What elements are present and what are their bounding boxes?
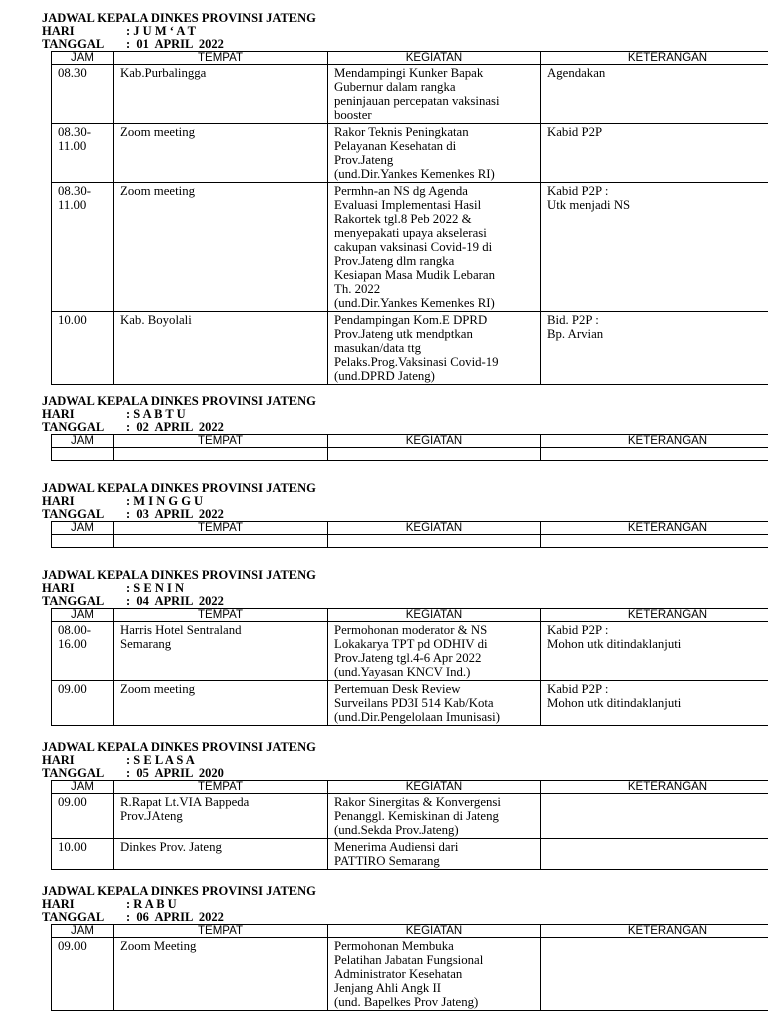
table-body bbox=[52, 535, 768, 548]
column-header-tempat: TEMPAT bbox=[114, 522, 328, 535]
cell-line: 10.00 bbox=[58, 313, 87, 327]
cell-line: 09.00 bbox=[58, 795, 87, 809]
cell-line: (und.DPRD Jateng) bbox=[334, 369, 435, 383]
cell-line: Prov.Jateng tgl.4-6 Apr 2022 bbox=[334, 651, 482, 665]
table-row bbox=[52, 794, 768, 839]
date-value: : 04 APRIL 2022 bbox=[126, 594, 224, 608]
column-header-jam: JAM bbox=[52, 522, 114, 535]
cell-line: 08.00- bbox=[58, 623, 92, 637]
table-body bbox=[52, 65, 768, 385]
table-header-row bbox=[52, 435, 768, 448]
cell-tempat bbox=[114, 124, 328, 183]
date-label: TANGGAL bbox=[42, 594, 105, 608]
table-row bbox=[52, 938, 768, 1011]
cell-line: Th. 2022 bbox=[334, 282, 381, 296]
date-line bbox=[42, 421, 742, 434]
date-value: : 01 APRIL 2022 bbox=[126, 37, 224, 51]
cell-jam bbox=[52, 448, 114, 461]
cell-line: Prov.JAteng bbox=[120, 809, 183, 823]
cell-line: cakupan vaksinasi Covid-19 di bbox=[334, 240, 493, 254]
cell-tempat bbox=[114, 839, 328, 870]
cell-line: Permohonan Membuka bbox=[334, 939, 454, 953]
cell-line: (und.Dir.Yankes Kemenkes RI) bbox=[334, 296, 495, 310]
cell-keterangan bbox=[541, 938, 768, 1011]
column-header-tempat: TEMPAT bbox=[114, 435, 328, 448]
cell-line: Pelayanan Kesehatan di bbox=[334, 139, 457, 153]
section-title: JADWAL KEPALA DINKES PROVINSI JATENG bbox=[42, 481, 316, 495]
cell-line: Mendampingi Kunker Bapak bbox=[334, 66, 484, 80]
schedule-table bbox=[51, 51, 768, 385]
cell-jam bbox=[52, 839, 114, 870]
cell-line: Pertemuan Desk Review bbox=[334, 682, 461, 696]
cell-line: Kesiapan Masa Mudik Lebaran bbox=[334, 268, 495, 282]
table-body bbox=[52, 622, 768, 726]
cell-line: Surveilans PD3I 514 Kab/Kota bbox=[334, 696, 494, 710]
schedule-section bbox=[42, 569, 742, 726]
schedule-section bbox=[42, 482, 742, 548]
cell-tempat bbox=[114, 794, 328, 839]
cell-line: Zoom Meeting bbox=[120, 939, 197, 953]
cell-line: 09.00 bbox=[58, 939, 87, 953]
cell-kegiatan bbox=[328, 681, 541, 726]
cell-line: (und.Sekda Prov.Jateng) bbox=[334, 823, 459, 837]
cell-kegiatan bbox=[328, 183, 541, 312]
column-header-keterangan: KETERANGAN bbox=[541, 781, 768, 794]
cell-line: PATTIRO Semarang bbox=[334, 854, 440, 868]
cell-jam bbox=[52, 794, 114, 839]
cell-keterangan bbox=[541, 312, 768, 385]
date-line bbox=[42, 767, 742, 780]
cell-tempat bbox=[114, 535, 328, 548]
cell-line: Administrator Kesehatan bbox=[334, 967, 463, 981]
column-header-tempat: TEMPAT bbox=[114, 925, 328, 938]
cell-line: booster bbox=[334, 108, 372, 122]
cell-line: Penanggl. Kemiskinan di Jateng bbox=[334, 809, 499, 823]
cell-line: 08.30- bbox=[58, 125, 92, 139]
cell-line: Dinkes Prov. Jateng bbox=[120, 840, 222, 854]
cell-jam bbox=[52, 183, 114, 312]
day-value: : J U M ‘ A T bbox=[126, 24, 196, 38]
cell-tempat bbox=[114, 183, 328, 312]
schedule-table bbox=[51, 434, 768, 461]
column-header-kegiatan: KEGIATAN bbox=[328, 925, 541, 938]
date-line bbox=[42, 38, 742, 51]
day-value: : M I N G G U bbox=[126, 494, 204, 508]
cell-line: Jenjang Ahli Angk II bbox=[334, 981, 441, 995]
cell-kegiatan bbox=[328, 448, 541, 461]
column-header-jam: JAM bbox=[52, 52, 114, 65]
cell-line: Zoom meeting bbox=[120, 125, 195, 139]
cell-line: Prov.Jateng dlm rangka bbox=[334, 254, 455, 268]
cell-kegiatan bbox=[328, 124, 541, 183]
date-line bbox=[42, 911, 742, 924]
column-header-jam: JAM bbox=[52, 781, 114, 794]
cell-line: (und.Yayasan KNCV Ind.) bbox=[334, 665, 471, 679]
date-label: TANGGAL bbox=[42, 420, 105, 434]
cell-line: 11.00 bbox=[58, 198, 87, 212]
table-row bbox=[52, 681, 768, 726]
day-value: : S A B T U bbox=[126, 407, 186, 421]
cell-line: Kab. Boyolali bbox=[120, 313, 192, 327]
cell-line: (und. Bapelkes Prov Jateng) bbox=[334, 995, 479, 1009]
cell-kegiatan bbox=[328, 535, 541, 548]
cell-line: Prov.Jateng utk mendptkan bbox=[334, 327, 473, 341]
cell-keterangan bbox=[541, 794, 768, 839]
cell-line: R.Rapat Lt.VIA Bappeda bbox=[120, 795, 250, 809]
cell-line: Rakortek tgl.8 Peb 2022 & bbox=[334, 212, 472, 226]
cell-line: Evaluasi Implementasi Hasil bbox=[334, 198, 482, 212]
day-label: HARI bbox=[42, 407, 75, 421]
schedule-table bbox=[51, 924, 768, 1011]
cell-jam bbox=[52, 312, 114, 385]
table-body bbox=[52, 448, 768, 461]
cell-tempat bbox=[114, 938, 328, 1011]
schedule-section bbox=[42, 395, 742, 461]
schedule-table bbox=[51, 521, 768, 548]
cell-line: Kabid P2P : bbox=[547, 184, 609, 198]
cell-kegiatan bbox=[328, 794, 541, 839]
cell-line: Pelaks.Prog.Vaksinasi Covid-19 bbox=[334, 355, 499, 369]
cell-kegiatan bbox=[328, 65, 541, 124]
date-label: TANGGAL bbox=[42, 37, 105, 51]
cell-line: Gubernur dalam rangka bbox=[334, 80, 456, 94]
table-header-row bbox=[52, 522, 768, 535]
cell-line: (und.Dir.Pengelolaan Imunisasi) bbox=[334, 710, 500, 724]
day-value: : S E L A S A bbox=[126, 753, 195, 767]
column-header-keterangan: KETERANGAN bbox=[541, 52, 768, 65]
cell-keterangan bbox=[541, 65, 768, 124]
column-header-kegiatan: KEGIATAN bbox=[328, 435, 541, 448]
cell-line: Mohon utk ditindaklanjuti bbox=[547, 637, 682, 651]
column-header-tempat: TEMPAT bbox=[114, 781, 328, 794]
cell-line: Zoom meeting bbox=[120, 184, 195, 198]
cell-line: Permohonan moderator & NS bbox=[334, 623, 488, 637]
cell-jam bbox=[52, 622, 114, 681]
column-header-jam: JAM bbox=[52, 925, 114, 938]
table-body bbox=[52, 938, 768, 1011]
date-value: : 03 APRIL 2022 bbox=[126, 507, 224, 521]
date-label: TANGGAL bbox=[42, 507, 105, 521]
cell-line: Pelatihan Jabatan Fungsional bbox=[334, 953, 484, 967]
column-header-kegiatan: KEGIATAN bbox=[328, 781, 541, 794]
cell-line: 08.30- bbox=[58, 184, 92, 198]
column-header-kegiatan: KEGIATAN bbox=[328, 522, 541, 535]
cell-line: 10.00 bbox=[58, 840, 87, 854]
date-value: : 02 APRIL 2022 bbox=[126, 420, 224, 434]
cell-line: Kabid P2P : bbox=[547, 682, 609, 696]
cell-line: Rakor Sinergitas & Konvergensi bbox=[334, 795, 501, 809]
cell-tempat bbox=[114, 681, 328, 726]
cell-tempat bbox=[114, 448, 328, 461]
cell-line: Kabid P2P bbox=[547, 125, 603, 139]
table-body bbox=[52, 794, 768, 870]
table-header-row bbox=[52, 52, 768, 65]
day-label: HARI bbox=[42, 24, 75, 38]
column-header-tempat: TEMPAT bbox=[114, 609, 328, 622]
day-label: HARI bbox=[42, 753, 75, 767]
column-header-keterangan: KETERANGAN bbox=[541, 925, 768, 938]
table-header-row bbox=[52, 781, 768, 794]
section-title: JADWAL KEPALA DINKES PROVINSI JATENG bbox=[42, 568, 316, 582]
section-title: JADWAL KEPALA DINKES PROVINSI JATENG bbox=[42, 884, 316, 898]
table-header-row bbox=[52, 609, 768, 622]
cell-line: Bid. P2P : bbox=[547, 313, 599, 327]
cell-line: Zoom meeting bbox=[120, 682, 195, 696]
cell-line: Mohon utk ditindaklanjuti bbox=[547, 696, 682, 710]
schedule-table bbox=[51, 608, 768, 726]
cell-keterangan bbox=[541, 183, 768, 312]
table-row bbox=[52, 312, 768, 385]
cell-line: Rakor Teknis Peningkatan bbox=[334, 125, 469, 139]
day-value: : R A B U bbox=[126, 897, 177, 911]
cell-tempat bbox=[114, 622, 328, 681]
table-row bbox=[52, 124, 768, 183]
cell-kegiatan bbox=[328, 312, 541, 385]
cell-kegiatan bbox=[328, 839, 541, 870]
date-line bbox=[42, 595, 742, 608]
cell-jam bbox=[52, 938, 114, 1011]
date-value: : 05 APRIL 2020 bbox=[126, 766, 224, 780]
column-header-keterangan: KETERANGAN bbox=[541, 609, 768, 622]
cell-tempat bbox=[114, 312, 328, 385]
cell-line: Semarang bbox=[120, 637, 172, 651]
column-header-tempat: TEMPAT bbox=[114, 52, 328, 65]
section-title: JADWAL KEPALA DINKES PROVINSI JATENG bbox=[42, 394, 316, 408]
cell-line: Bp. Arvian bbox=[547, 327, 604, 341]
schedule-section bbox=[42, 12, 742, 385]
column-header-kegiatan: KEGIATAN bbox=[328, 609, 541, 622]
day-label: HARI bbox=[42, 581, 75, 595]
table-row bbox=[52, 65, 768, 124]
section-title: JADWAL KEPALA DINKES PROVINSI JATENG bbox=[42, 740, 316, 754]
cell-keterangan bbox=[541, 622, 768, 681]
schedule-table bbox=[51, 780, 768, 870]
cell-kegiatan bbox=[328, 938, 541, 1011]
cell-line: Prov.Jateng bbox=[334, 153, 394, 167]
cell-line: Utk menjadi NS bbox=[547, 198, 631, 212]
schedule-section bbox=[42, 885, 742, 1011]
cell-line: Lokakarya TPT pd ODHIV di bbox=[334, 637, 488, 651]
date-label: TANGGAL bbox=[42, 910, 105, 924]
cell-line: 11.00 bbox=[58, 139, 87, 153]
table-row bbox=[52, 622, 768, 681]
cell-line: peninjauan percepatan vaksinasi bbox=[334, 94, 500, 108]
cell-line: masukan/data ttg bbox=[334, 341, 422, 355]
column-header-keterangan: KETERANGAN bbox=[541, 522, 768, 535]
cell-jam bbox=[52, 65, 114, 124]
cell-line: 16.00 bbox=[58, 637, 87, 651]
column-header-kegiatan: KEGIATAN bbox=[328, 52, 541, 65]
table-row bbox=[52, 839, 768, 870]
cell-line: 09.00 bbox=[58, 682, 87, 696]
date-line bbox=[42, 508, 742, 521]
cell-line: Pendampingan Kom.E DPRD bbox=[334, 313, 488, 327]
cell-keterangan bbox=[541, 448, 768, 461]
cell-line: Permhn-an NS dg Agenda bbox=[334, 184, 468, 198]
cell-jam bbox=[52, 681, 114, 726]
cell-line: Agendakan bbox=[547, 66, 606, 80]
cell-keterangan bbox=[541, 681, 768, 726]
column-header-jam: JAM bbox=[52, 435, 114, 448]
cell-line: menyepakati upaya akselerasi bbox=[334, 226, 487, 240]
schedule-document bbox=[42, 12, 742, 1011]
cell-line: 08.30 bbox=[58, 66, 87, 80]
cell-jam bbox=[52, 124, 114, 183]
column-header-keterangan: KETERANGAN bbox=[541, 435, 768, 448]
cell-line: (und.Dir.Yankes Kemenkes RI) bbox=[334, 167, 495, 181]
date-value: : 06 APRIL 2022 bbox=[126, 910, 224, 924]
column-header-jam: JAM bbox=[52, 609, 114, 622]
day-label: HARI bbox=[42, 897, 75, 911]
cell-line: Kabid P2P : bbox=[547, 623, 609, 637]
cell-line: Menerima Audiensi dari bbox=[334, 840, 459, 854]
cell-kegiatan bbox=[328, 622, 541, 681]
day-label: HARI bbox=[42, 494, 75, 508]
table-row bbox=[52, 183, 768, 312]
section-title: JADWAL KEPALA DINKES PROVINSI JATENG bbox=[42, 11, 316, 25]
cell-line: Kab.Purbalingga bbox=[120, 66, 207, 80]
date-label: TANGGAL bbox=[42, 766, 105, 780]
cell-tempat bbox=[114, 65, 328, 124]
day-value: : S E N I N bbox=[126, 581, 184, 595]
cell-keterangan bbox=[541, 535, 768, 548]
table-row-empty bbox=[52, 448, 768, 461]
table-header-row bbox=[52, 925, 768, 938]
table-row-empty bbox=[52, 535, 768, 548]
cell-keterangan bbox=[541, 124, 768, 183]
cell-jam bbox=[52, 535, 114, 548]
schedule-section bbox=[42, 741, 742, 870]
cell-line: Harris Hotel Sentraland bbox=[120, 623, 242, 637]
cell-keterangan bbox=[541, 839, 768, 870]
